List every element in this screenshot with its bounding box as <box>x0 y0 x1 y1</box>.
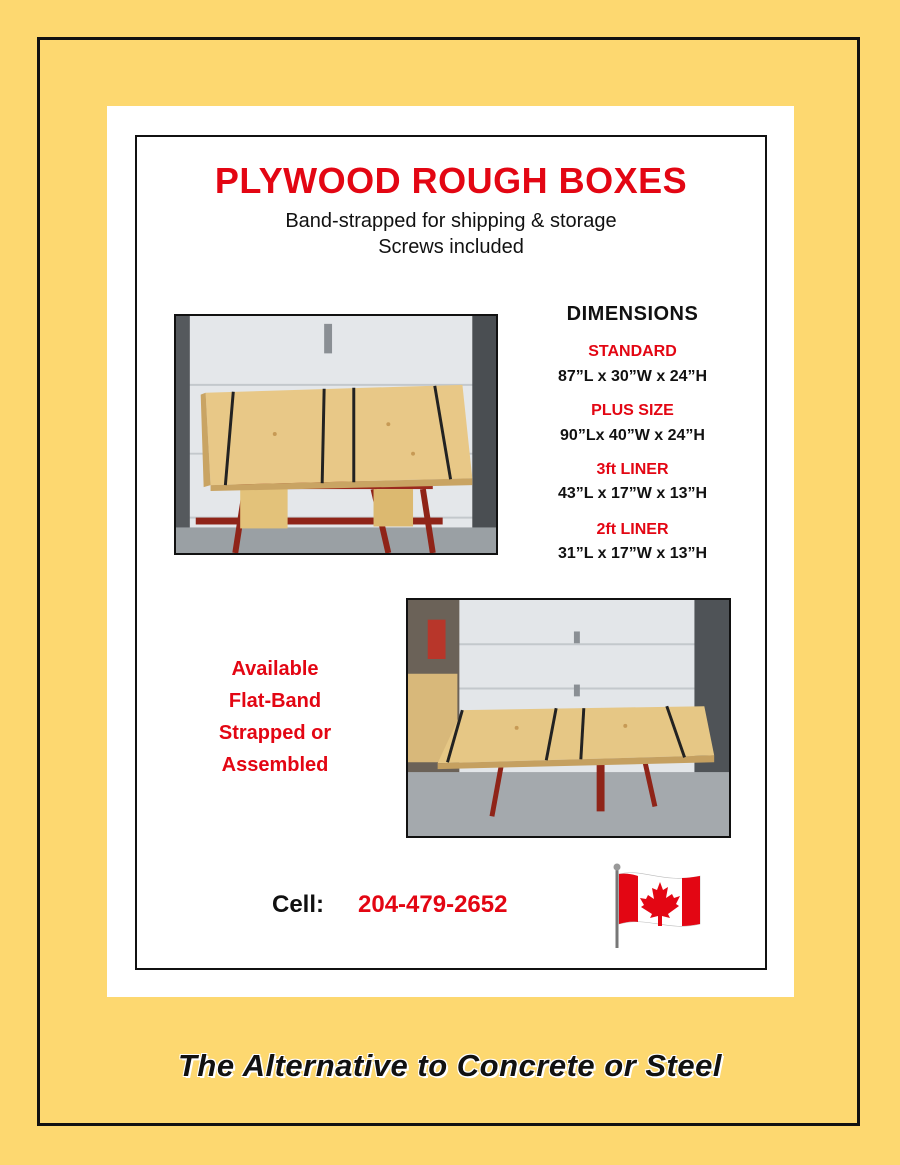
dimension-value-standard: 87”L x 30”W x 24”H <box>557 368 708 385</box>
canada-flag-icon <box>608 862 708 952</box>
dimension-label-standard: STANDARD <box>588 343 677 360</box>
cell-label: Cell: <box>272 891 325 918</box>
dimension-label-2ft-liner: 2ft LINER <box>596 521 669 538</box>
dimension-label-plus-size: PLUS SIZE <box>591 402 674 419</box>
availability-line: Strapped or <box>218 722 332 744</box>
dimension-value-3ft-liner: 43”L x 17”W x 13”H <box>557 485 708 502</box>
subtitle-screws: Screws included <box>378 236 524 258</box>
availability-note <box>190 653 360 781</box>
plywood-band-strapped-photo <box>406 598 731 838</box>
dimension-value-2ft-liner: 31”L x 17”W x 13”H <box>557 545 708 562</box>
plywood-flat-photo <box>174 314 498 555</box>
dimension-value-plus-size: 90”Lx 40”W x 24”H <box>560 427 705 444</box>
availability-line: Assembled <box>221 754 329 776</box>
availability-line: Flat-Band <box>228 690 322 712</box>
tagline: The Alternative to Concrete or Steel <box>178 1048 722 1083</box>
subtitle-shipping: Band-strapped for shipping & storage <box>285 210 617 232</box>
availability-line: Available <box>231 658 319 680</box>
dimensions-heading: DIMENSIONS <box>566 303 699 325</box>
page-title: PLYWOOD ROUGH BOXES <box>214 160 688 201</box>
cell-phone-number: 204-479-2652 <box>358 891 508 918</box>
dimension-label-3ft-liner: 3ft LINER <box>596 461 669 478</box>
